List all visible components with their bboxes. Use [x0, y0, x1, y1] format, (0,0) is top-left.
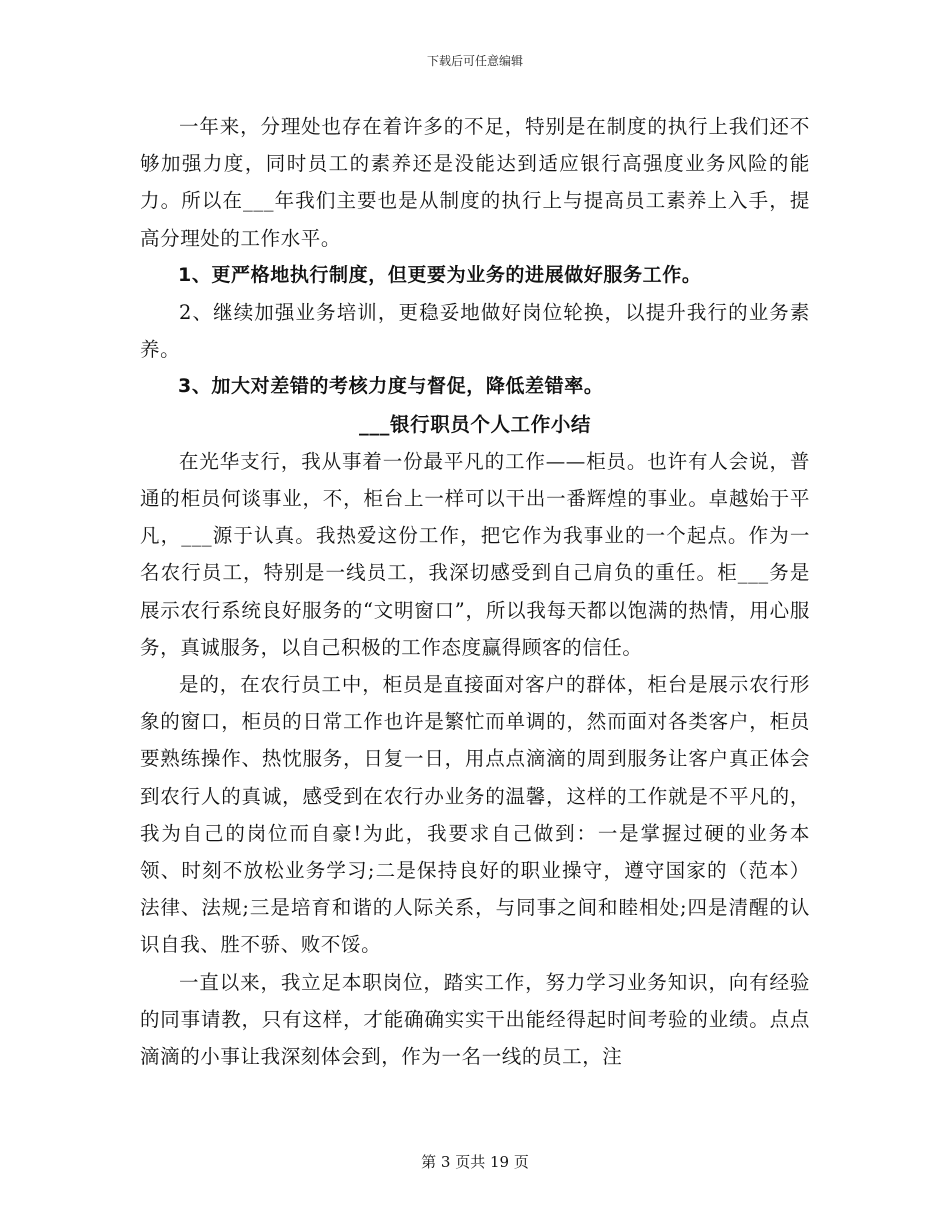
paragraph-body-1: 在光华支行，我从事着一份最平凡的工作——柜员。也许有人会说，普通的柜员何谈事业，不，柜台上一样可以干出一番辉煌的事业。卓越始于平凡，___源于认真。我热爱这份工作，把它作为我事业的一个起点。作为一名农行员工，特别是一线员工，我深切感受到自己肩负的重任。柜___务是展示农行系统良好服务的“文明窗口”，所以我每天都以饱满的热情，用心服务，真诚服务，以自己积极的工作态度赢得顾客的信任。 [140, 449, 810, 659]
page-number: 第 3 页共 19 页 [421, 1153, 529, 1171]
page-header-note: 下载后可任意编辑 [426, 54, 523, 68]
paragraph-body-2: 是的，在农行员工中，柜员是直接面对客户的群体，柜台是展示农行形象的窗口，柜员的日常工作也许是繁忙而单调的，然而面对各类客户，柜员要熟练操作、热忱服务，日复一日，用点点滴滴的周到服务让客户真正体会到农行人的真诚，感受到在农行办业务的温馨，这样的工作就是不平凡的，我为自己的岗位而自豪!为此，我要求自己做到：一是掌握过硬的业务本领、时刻不放松业务学习;二是保持良好的职业操守，遵守国家的（范本）法律、法规;三是培育和谐的人际关系，与同事之间和睦相处;四是清醒的认识自我、胜不骄、败不馁。 [140, 673, 810, 957]
section-title: ___银行职员个人工作小结 [358, 412, 592, 436]
paragraph-item-3: 3、加大对差错的考核力度与督促，降低差错率。 [178, 375, 604, 398]
paragraph-item-2: 2、继续加强业务培训，更稳妥地做好岗位轮换，以提升我行的业务素养。 [140, 301, 810, 362]
paragraph-item-1: 1、更严格地执行制度，但更要为业务的进展做好服务工作。 [178, 263, 702, 286]
document-body [140, 108, 810, 1075]
paragraph-summary-shortcomings: 一年来，分理处也存在着许多的不足，特别是在制度的执行上我们还不够加强力度，同时员工的素养还是没能达到适应银行高强度业务风险的能力。所以在___年我们主要也是从制度的执行上与提高员工素养上入手，提高分理处的工作水平。 [140, 115, 810, 250]
paragraph-body-3: 一直以来，我立足本职岗位，踏实工作，努力学习业务知识，向有经验的同事请教，只有这样，才能确确实实干出能经得起时间考验的业绩。点点滴滴的小事让我深刻体会到，作为一名一线的员工，注 [140, 970, 810, 1069]
